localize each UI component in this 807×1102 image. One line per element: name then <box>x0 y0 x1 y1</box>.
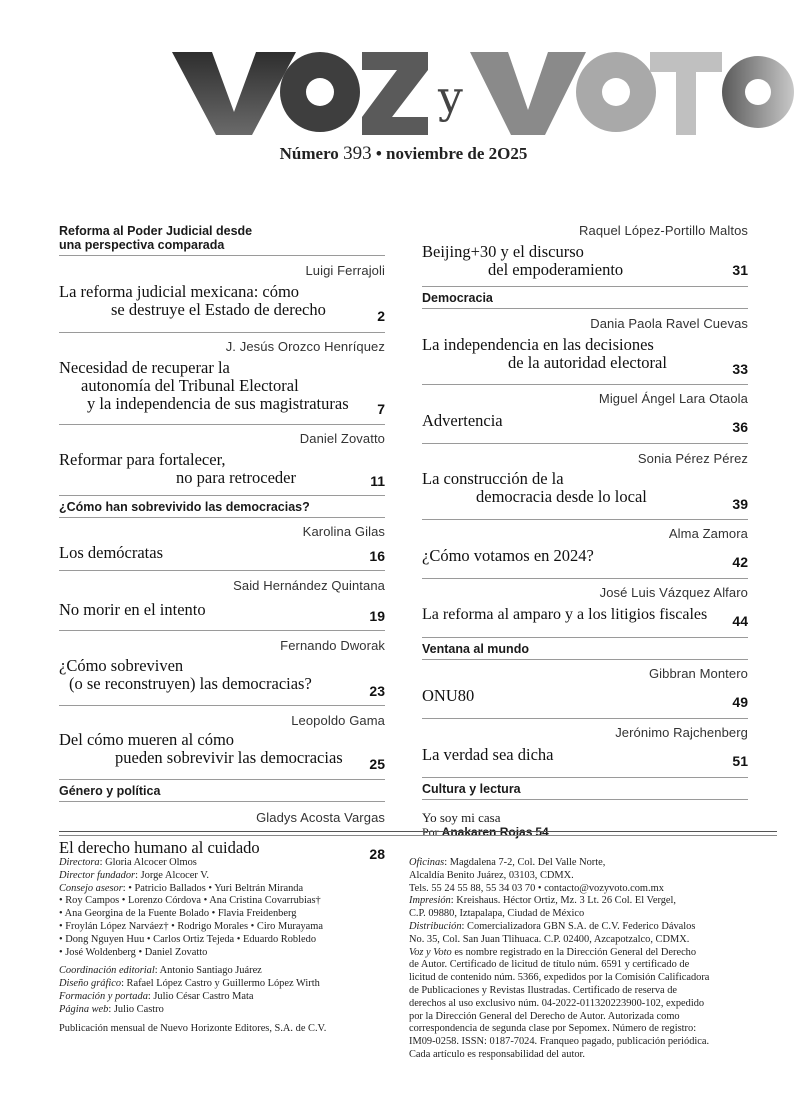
credit-label: Director fundador <box>59 869 136 881</box>
credit-line: de Publicaciones y Revistas Ilustradas. Certificado de reserva de <box>409 984 678 996</box>
credit-label: Voz y Voto <box>409 946 452 958</box>
toc-title <box>422 243 748 279</box>
toc-page: 19 <box>369 608 385 624</box>
toc-title: Yo soy mi casa <box>422 810 501 825</box>
credit-line <box>59 965 399 978</box>
toc-author: Raquel López-Portillo Maltos <box>579 223 748 238</box>
toc-entry[interactable] <box>59 263 385 333</box>
toc-title: El derecho humano al cuidado <box>59 838 260 857</box>
toc-author: Karolina Gilas <box>302 524 385 539</box>
toc-author: Dania Paola Ravel Cuevas <box>590 316 748 331</box>
toc-author: Alma Zamora <box>668 526 748 541</box>
credit-value: : Gloria Alcocer Olmos <box>99 857 197 868</box>
credit-value: : Jorge Alcocer V. <box>135 869 209 881</box>
toc-right-column <box>422 222 748 855</box>
credit-line: derechos al uso exclusivo núm. 04-2022-011320223900-102, expedido <box>409 997 705 1009</box>
toc-title: La reforma al amparo y a los litigios fiscales <box>422 606 708 623</box>
credit-label: Distribución <box>409 920 462 932</box>
issue-date: • noviembre de 2O25 <box>375 144 528 163</box>
toc-author: J. Jesús Orozco Henríquez <box>225 339 385 354</box>
credit-label: Impresión <box>409 895 451 907</box>
toc-author: Gibbran Montero <box>648 666 748 681</box>
toc-left-column <box>59 222 385 866</box>
toc-page: 7 <box>377 401 385 417</box>
toc-title <box>59 657 385 693</box>
toc-title <box>59 283 385 319</box>
toc-title-line: no para retroceder <box>176 468 297 487</box>
credit-value: : Rafael López Castro y Guillermo López Wirth <box>121 978 320 990</box>
credit-line: Tels. 55 24 55 88, 55 34 03 70 • contacto@vozyvoto.com.mx <box>409 882 664 894</box>
toc-page: 39 <box>732 496 748 512</box>
credit-line: Cada artículo es responsabilidad del autor. <box>409 1048 586 1060</box>
credit-line: No. 35, Col. San Juan Tlihuaca. C.P. 02400, Azcapotzalco, CDMX. <box>409 933 690 945</box>
credit-label: Formación y portada <box>59 990 148 1002</box>
toc-title-line: Necesidad de recuperar la <box>59 358 230 377</box>
toc-page: 44 <box>732 613 748 629</box>
credit-line <box>409 895 754 908</box>
credit-line: por la Dirección General del Derecho de Autor. Autorizada como <box>409 1010 680 1022</box>
credit-line <box>59 991 399 1004</box>
credit-line <box>409 921 754 934</box>
credit-value: : Julio César Castro Mata <box>147 990 254 1002</box>
toc-author: Miguel Ángel Lara Otaola <box>598 391 748 406</box>
toc-page: 36 <box>732 419 748 435</box>
credit-line: • Dong Nguyen Huu • Carlos Ortiz Tejeda • Eduardo Robledo <box>59 933 317 945</box>
section-heading: ¿Cómo han sobrevivido las democracias? <box>59 496 385 518</box>
toc-title-line: y la independencia de sus magistraturas <box>87 394 349 413</box>
credit-label: Consejo asesor <box>59 882 123 894</box>
svg-text:y: y <box>438 72 463 123</box>
footer-rule <box>59 831 777 832</box>
credit-line: licitud de contenido núm. 5366, expedidos por la Comisión Calificadora <box>409 972 710 984</box>
toc-page: 33 <box>732 361 748 377</box>
toc-title: ONU80 <box>422 686 475 705</box>
credit-label: Directora <box>59 857 100 868</box>
section-heading-text: Reforma al Poder Judicial desde una perspectiva comparada <box>59 224 253 252</box>
toc-page: 28 <box>369 846 385 862</box>
toc-title-line: democracia desde lo local <box>476 487 647 506</box>
credit-line <box>409 947 754 960</box>
toc-title-line: La independencia en las decisiones <box>422 335 654 354</box>
credit-value: : • Patricio Ballados • Yuri Beltrán Miranda <box>122 882 304 894</box>
toc-title-line: se destruye el Estado de derecho <box>111 300 326 319</box>
toc-entry[interactable] <box>422 451 748 520</box>
toc-page: 49 <box>732 694 748 710</box>
toc-entry[interactable] <box>422 666 748 719</box>
toc-entry[interactable] <box>59 339 385 425</box>
issue-number: 393 <box>343 143 372 164</box>
credit-line <box>409 857 754 870</box>
credit-line <box>59 1004 399 1017</box>
credit-line: Publicación mensual de Nuevo Horizonte Editores, S.A. de C.V. <box>59 1022 327 1034</box>
credit-line: • Ana Georgina de la Fuente Bolado • Flavia Freidenberg <box>59 908 297 920</box>
credit-line <box>59 883 399 896</box>
toc-title-line: Reformar para fortalecer, <box>59 450 226 469</box>
toc-title: Advertencia <box>422 411 503 430</box>
footer-rule <box>59 835 777 836</box>
section-heading: Cultura y lectura <box>422 778 748 800</box>
toc-entry[interactable] <box>422 725 748 778</box>
toc-page: 23 <box>369 683 385 699</box>
credit-value: : Comercializadora GBN S.A. de C.V. Federico Dávalos <box>461 920 696 932</box>
toc-title-line: Del cómo mueren al cómo <box>59 730 235 749</box>
toc-title: Los demócratas <box>59 543 164 562</box>
toc-title-line: La construcción de la <box>422 469 564 488</box>
credit-line: • José Woldenberg • Daniel Zovatto <box>59 946 208 958</box>
credit-line <box>59 857 399 870</box>
toc-title-line: del empoderamiento <box>488 260 624 279</box>
toc-page: 16 <box>369 548 385 564</box>
toc-entry[interactable] <box>59 524 385 571</box>
toc-title <box>59 451 385 487</box>
toc-author: Said Hernández Quintana <box>233 578 385 593</box>
toc-title-line: de la autoridad electoral <box>508 353 667 372</box>
toc-title-line: autonomía del Tribunal Electoral <box>81 376 299 395</box>
toc-page: 54 <box>535 825 549 839</box>
toc-page: 11 <box>370 473 385 489</box>
toc-entry[interactable] <box>59 578 385 631</box>
issue-line <box>0 143 807 165</box>
byline-prefix: Por <box>422 825 439 839</box>
byline-author: Anakaren Rojas <box>441 825 533 839</box>
credits-left <box>59 857 399 1035</box>
toc-page: 2 <box>377 308 385 324</box>
toc-title: No morir en el intento <box>59 600 206 619</box>
section-heading: Género y política <box>59 780 385 802</box>
credit-value: : Kreishaus. Héctor Ortiz, Mz. 3 Lt. 26 Col. El Vergel, <box>450 895 677 907</box>
toc-entry[interactable] <box>422 811 748 855</box>
toc-author: Daniel Zovatto <box>299 431 385 446</box>
credit-line: • Roy Campos • Lorenzo Córdova • Ana Cristina Covarrubias† <box>59 895 321 907</box>
toc-entry[interactable] <box>422 391 748 444</box>
credit-line <box>59 978 399 991</box>
toc-title <box>59 731 385 767</box>
toc-title: ¿Cómo votamos en 2024? <box>422 546 594 565</box>
credit-line: IM09-0258. ISSN: 0187-7024. Franqueo pagado, publicación periódica. <box>409 1036 710 1048</box>
credit-value: es nombre registrado en la Dirección General del Derecho <box>451 946 697 958</box>
toc-page: 42 <box>732 554 748 570</box>
credit-line <box>59 870 399 883</box>
section-heading <box>59 222 385 256</box>
toc-author: Jerónimo Rajchenberg <box>615 725 748 740</box>
toc-author: Fernando Dworak <box>280 638 385 653</box>
toc-author: Leopoldo Gama <box>291 713 385 728</box>
credit-label: Coordinación editorial <box>59 965 155 977</box>
toc-author: Sonia Pérez Pérez <box>637 451 748 466</box>
toc-page: 25 <box>369 756 385 772</box>
toc-title <box>59 359 385 413</box>
credit-value: : Julio Castro <box>108 1003 164 1015</box>
toc-entry[interactable] <box>422 223 748 287</box>
toc-title-line: Beijing+30 y el discurso <box>422 242 584 261</box>
toc-author: Gladys Acosta Vargas <box>256 810 385 825</box>
toc-title <box>422 336 748 372</box>
credit-line: correspondencia de segunda clase por Sepomex. Número de registro: <box>409 1023 697 1035</box>
credit-line: C.P. 09880, Iztapalapa, Ciudad de México <box>409 908 585 920</box>
toc-byline <box>422 825 748 839</box>
credit-line: de Autor. Certificado de licitud de título núm. 6591 y certificado de <box>409 959 690 971</box>
credit-value: : Magdalena 7-2, Col. Del Valle Norte, <box>444 857 606 868</box>
credit-line: • Froylán López Narváez† • Rodrigo Morales • Ciro Murayama <box>59 920 323 932</box>
toc-entry[interactable] <box>422 585 748 638</box>
toc-page: 51 <box>732 753 748 769</box>
issue-label: Número <box>279 144 339 163</box>
toc-entry[interactable] <box>422 316 748 385</box>
toc-entry[interactable] <box>59 713 385 780</box>
credits-right <box>409 857 754 1062</box>
credit-value: : Antonio Santiago Juárez <box>154 965 262 977</box>
toc-title-line: La reforma judicial mexicana: cómo <box>59 282 300 301</box>
section-heading: Ventana al mundo <box>422 638 748 660</box>
credit-label: Oficinas <box>409 857 445 868</box>
toc-entry[interactable] <box>59 638 385 706</box>
credit-line: Alcaldía Benito Juárez, 03103, CDMX. <box>409 869 574 881</box>
toc-author: Luigi Ferrajoli <box>305 263 385 278</box>
toc-author: José Luis Vázquez Alfaro <box>599 585 748 600</box>
section-heading: Democracia <box>422 287 748 309</box>
credit-label: Diseño gráfico <box>59 978 122 990</box>
toc-entry[interactable] <box>422 526 748 579</box>
credit-label: Página web <box>59 1003 109 1015</box>
toc-title: La verdad sea dicha <box>422 745 554 764</box>
toc-page: 31 <box>732 262 748 278</box>
toc-title-line: (o se reconstruyen) las democracias? <box>69 674 312 693</box>
toc-title <box>422 470 748 506</box>
toc-entry[interactable] <box>59 431 385 496</box>
vozyvoto-logo <box>0 0 807 140</box>
toc-title-line: pueden sobrevivir las democracias <box>115 748 343 767</box>
toc-title-line: ¿Cómo sobreviven <box>59 656 184 675</box>
